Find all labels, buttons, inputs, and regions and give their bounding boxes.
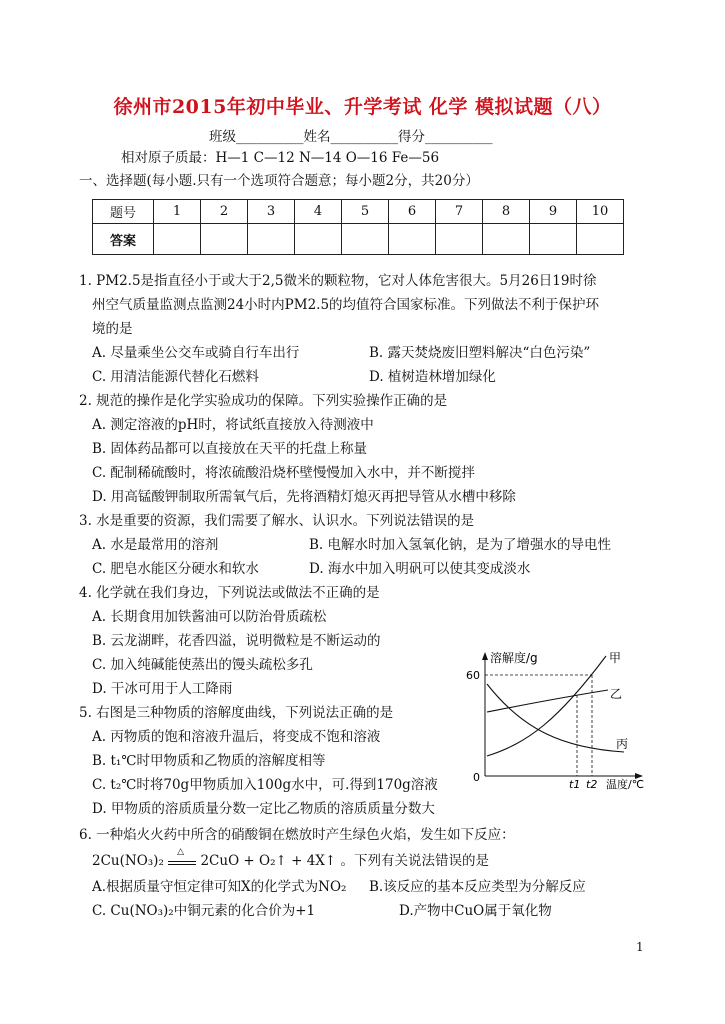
atomic-masses: 相对原子质最：H—1 C—12 N—14 O—16 Fe—56 <box>121 150 440 166</box>
q6-stem: 6. 一种焰火火药中所含的硝酸铜在燃放时产生绿色火焰，发生如下反应： <box>79 827 515 843</box>
q3-option-d: D. 海水中加入明矾可以使其变成淡水 <box>309 561 531 577</box>
tick-label-t2: t2 <box>586 778 598 791</box>
y-axis-arrow <box>482 652 488 660</box>
q1-option-c: C. 用清洁能源代替化石燃料 <box>92 369 259 385</box>
question-number: 2 <box>201 200 248 224</box>
answer-table <box>92 199 624 255</box>
answer-cell[interactable] <box>154 224 201 255</box>
answer-cell[interactable] <box>577 224 624 255</box>
question-number: 3 <box>248 200 295 224</box>
question-number: 9 <box>530 200 577 224</box>
question-number: 4 <box>295 200 342 224</box>
q4-stem: 4. 化学就在我们身边，下列说法或做法不正确的是 <box>79 585 380 601</box>
q2-option-d: D. 用高锰酸钾制取所需氧气后，先将酒精灯熄灭再把导管从水槽中移除 <box>92 489 516 505</box>
q5-stem: 5. 右图是三种物质的溶解度曲线，下列说法正确的是 <box>79 705 394 721</box>
q6-option-b: B.该反应的基本反应类型为分解反应 <box>369 879 586 895</box>
y-axis-label: 溶解度/g <box>490 651 538 665</box>
question-number: 1 <box>154 200 201 224</box>
question-number: 8 <box>483 200 530 224</box>
table-header-answer: 答案 <box>93 224 154 255</box>
answer-cell[interactable] <box>483 224 530 255</box>
q1-option-d: D. 植树造林增加绿化 <box>369 369 496 385</box>
solubility-graph <box>438 648 663 794</box>
q1-stem: 境的是 <box>92 321 133 337</box>
answer-cell[interactable] <box>389 224 436 255</box>
curve-label-jia: 甲 <box>609 651 622 665</box>
answer-cell[interactable] <box>530 224 577 255</box>
q3-stem: 3. 水是重要的资源，我们需要了解水、认识水。下列说法错误的是 <box>79 513 475 529</box>
student-info-fields: 班级__________姓名__________得分__________ <box>209 129 493 145</box>
q5-option-c: C. t₂℃时将70g甲物质加入100g水中，可.得到170g溶液 <box>92 777 438 793</box>
q1-stem: 州空气质量监测点监测24小时内PM2.5的均值符合国家标准。下列做法不利于保护环 <box>92 297 600 313</box>
curve-yi <box>487 690 608 712</box>
q4-option-a: A. 长期食用加铁酱油可以防治骨质疏松 <box>92 609 327 625</box>
q2-stem: 2. 规范的操作是化学实验成功的保障。下列实验操作正确的是 <box>79 393 448 409</box>
question-number: 6 <box>389 200 436 224</box>
q2-option-b: B. 固体药品都可以直接放在天平的托盘上称量 <box>92 441 368 457</box>
q5-option-d: D. 甲物质的溶质质量分数一定比乙物质的溶质质量分数大 <box>92 801 435 817</box>
q4-option-c: C. 加入纯碱能使蒸出的馒头疏松多孔 <box>92 657 313 673</box>
tick-label-t1: t1 <box>569 778 581 791</box>
page-number: 1 <box>636 940 644 954</box>
q1-option-a: A. 尽量乘坐公交车或骑自行车出行 <box>92 345 300 361</box>
q6-equation <box>92 847 490 871</box>
curve-label-bing: 丙 <box>616 737 629 751</box>
q3-option-c: C. 肥皂水能区分硬水和软水 <box>92 561 259 577</box>
table-header-number: 题号 <box>93 200 154 224</box>
answer-cell[interactable] <box>295 224 342 255</box>
q4-option-b: B. 云龙湖畔，花香四溢，说明微粒是不断运动的 <box>92 633 381 649</box>
answer-cell[interactable] <box>248 224 295 255</box>
curve-jia <box>487 656 606 756</box>
q6-option-d: D.产物中CuO属于氧化物 <box>399 903 552 919</box>
q2-option-a: A. 测定溶液的pH时，将试纸直接放入待测液中 <box>92 417 374 433</box>
exam-title: 徐州市2015年初中毕业、升学考试 化学 模拟试题（八） <box>113 96 612 118</box>
q5-option-b: B. t₁℃时甲物质和乙物质的溶解度相等 <box>92 753 326 769</box>
q6-option-c: C. Cu(NO₃)₂中铜元素的化合价为+1 <box>92 903 316 919</box>
equation-tail: 。下列有关说法错误的是 <box>340 853 490 869</box>
q5-option-a: A. 丙物质的饱和溶液升温后，将变成不饱和溶液 <box>92 729 381 745</box>
origin-label: 0 <box>473 771 480 784</box>
question-number: 10 <box>577 200 624 224</box>
q1-option-b: B. 露天焚烧废旧塑料解决“白色污染” <box>369 345 591 361</box>
q6-option-a: A.根据质量守恒定律可知X的化学式为NO₂ <box>92 879 347 895</box>
equation-reactant: 2Cu(NO₃)₂ <box>92 853 164 869</box>
q3-option-a: A. 水是最常用的溶剂 <box>92 537 219 553</box>
answer-cell[interactable] <box>436 224 483 255</box>
curve-label-yi: 乙 <box>610 687 623 701</box>
answer-cell[interactable] <box>201 224 248 255</box>
q1-stem: 1. PM2.5是指直径小于或大于2,5微米的颗粒物，它对人体危害很大。5月26日19时徐 <box>79 273 597 289</box>
question-number: 5 <box>342 200 389 224</box>
section-heading: 一、选择题(每小题.只有一个选项符合题意；每小题2分，共20分） <box>79 173 479 189</box>
heat-symbol: △ <box>168 852 196 865</box>
equation-products: 2CuO + O₂↑ + 4X↑ <box>200 853 337 869</box>
curve-bing <box>487 684 624 752</box>
x-axis-label: 温度/℃ <box>606 778 645 791</box>
tick-label-60: 60 <box>466 669 480 682</box>
q3-option-b: B. 电解水时加入氢氧化钠，是为了增强水的导电性 <box>309 537 612 553</box>
question-number: 7 <box>436 200 483 224</box>
answer-cell[interactable] <box>342 224 389 255</box>
q4-option-d: D. 干冰可用于人工降雨 <box>92 681 233 697</box>
q2-option-c: C. 配制稀硫酸时，将浓硫酸沿烧杯壁慢慢加入水中，并不断搅拌 <box>92 465 475 481</box>
